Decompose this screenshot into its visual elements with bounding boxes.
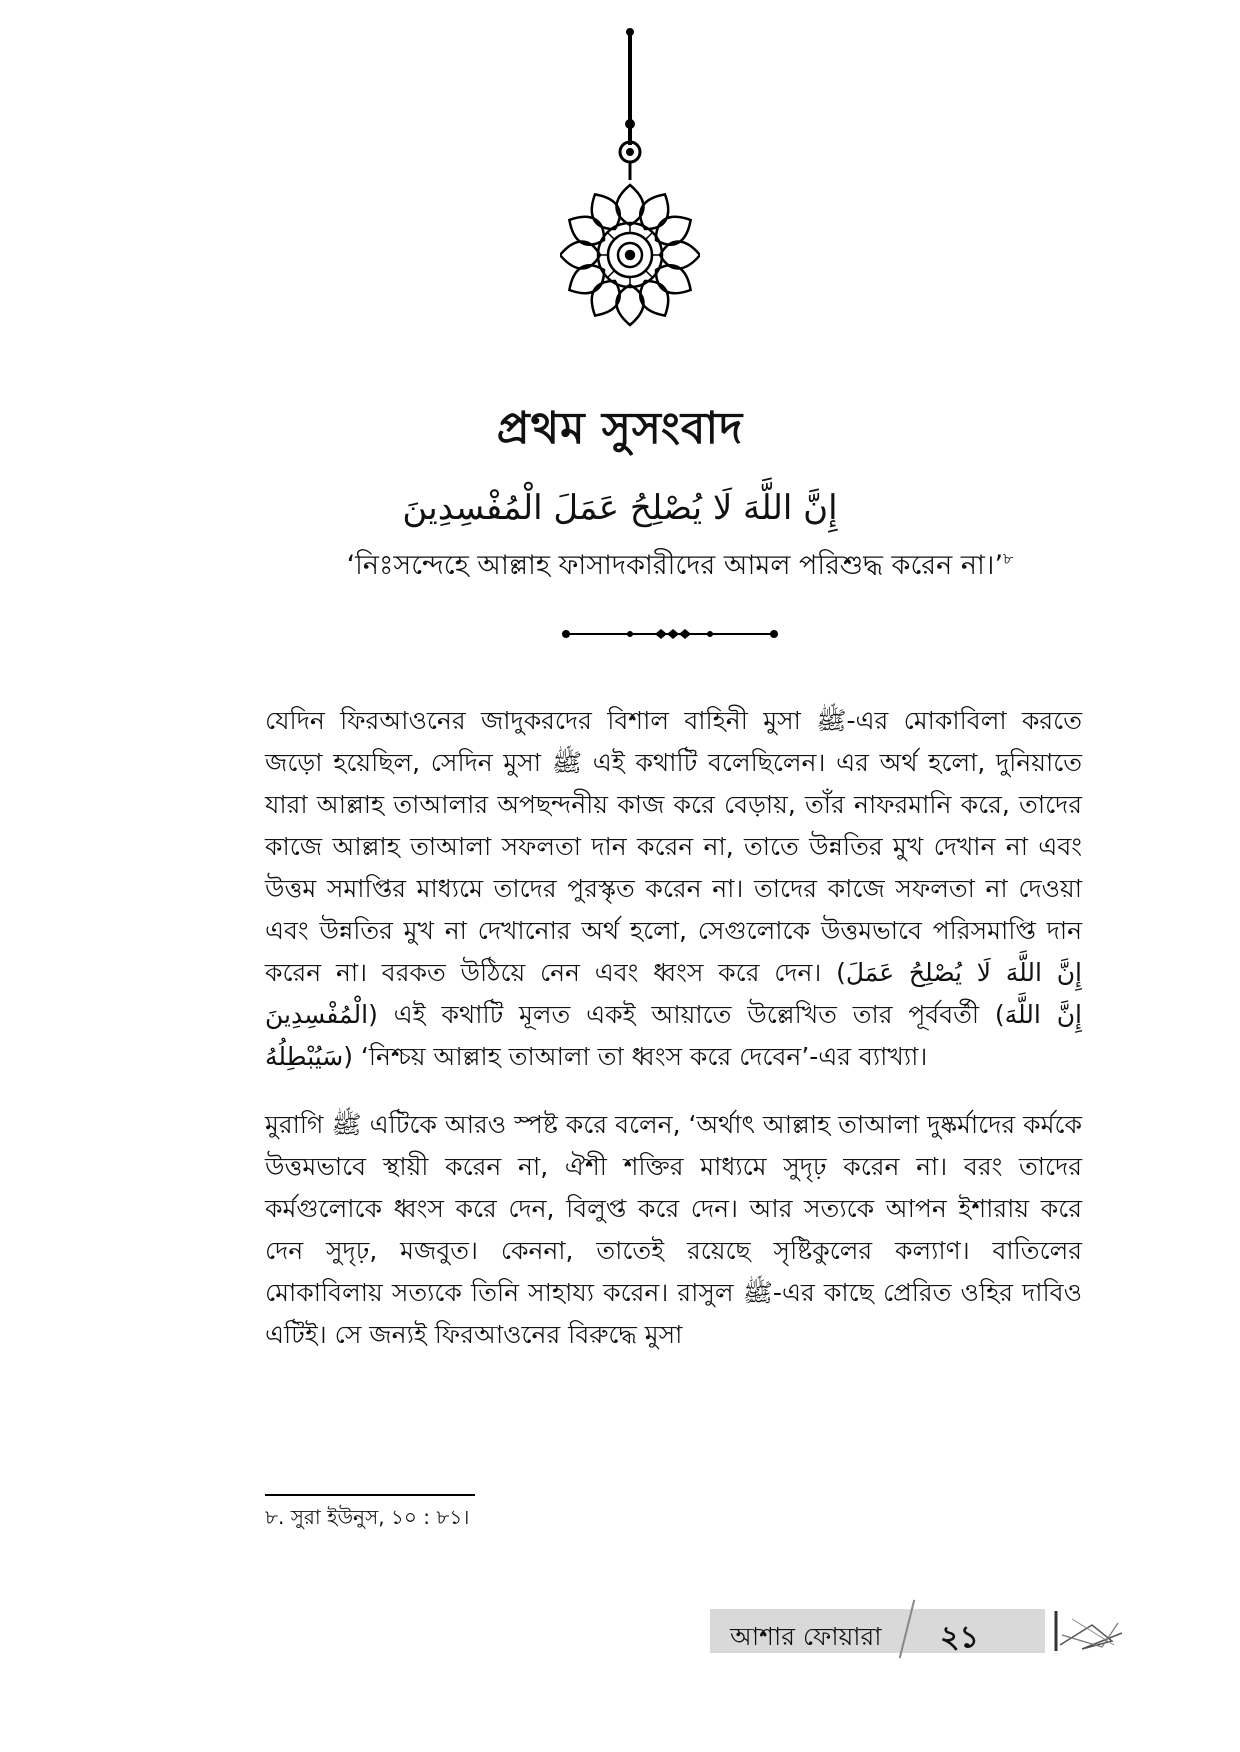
arabic-inline-quote: إِنَّ اللَّهَ سَيُبْطِلُهُ xyxy=(265,1000,1083,1071)
arabic-verse: إِنَّ اللَّهَ لَا يُصْلِحُ عَمَلَ الْمُفْسِدِينَ xyxy=(402,488,838,528)
paragraph-1-text: যেদিন ফিরআওনের জাদুকরদের বিশাল বাহিনী মুসা xyxy=(265,706,817,735)
footer-bar xyxy=(710,1609,1045,1653)
chapter-title: প্রথম সুসংবাদ xyxy=(496,403,744,454)
paragraph-1-text: ) এই কথাটি মূলত একই আয়াতে উল্লেখিত তার পূর্ববর্তী ( xyxy=(368,1000,1005,1029)
honorific-symbol: ﷺ xyxy=(551,748,583,777)
paragraph-1-text: ) ‘নিশ্চয় আল্লাহ তাআলা তা ধ্বংস করে দেবেন’-এর ব্যাখ্যা। xyxy=(343,1042,928,1071)
paragraph-1 xyxy=(265,700,1082,1078)
footnote-rule xyxy=(265,1494,475,1496)
arabic-inline-quote: إِنَّ اللَّهَ لَا يُصْلِحُ عَمَلَ الْمُفْسِدِينَ xyxy=(265,958,1082,1029)
honorific-symbol: ﷺ xyxy=(816,706,847,735)
honorific-symbol: ﷺ xyxy=(742,1278,773,1307)
paragraph-1-text: এই কথাটি বলেছিলেন। এর অর্থ হলো, দুনিয়াতে যারা আল্লাহ তাআলার অপছন্দনীয় কাজ করে বেড়ায়, তাঁর নাফরমানি করে, তাদের কাজে আল্লাহ তাআলা সফলতা দান করেন না, তাতে উন্নতির মুখ দেখান না এবং উত্তম সমাপ্তির মাধ্যমে তাদের পুরস্কৃত করেন না। তাদের কাজে সফলতা না দেওয়া এবং উন্নতির মুখ না দেখানোর অর্থ হলো, সেগুলোকে উত্তমভাবে পরিসমাপ্তি দান করেন না। বরকত উঠিয়ে নেন এবং ধ্বংস করে দেন। ( xyxy=(265,748,1083,987)
translation-text: ‘নিঃসন্দেহে আল্লাহ ফাসাদকারীদের আমল পরিশুদ্ধ করেন না।’ xyxy=(346,550,1004,581)
footnote-marker[interactable]: ৮ xyxy=(1003,549,1014,568)
book-title: আশার ফোয়ারা xyxy=(730,1622,882,1651)
honorific-symbol: ﷺ xyxy=(331,1110,362,1139)
mandala-ornament-icon xyxy=(560,20,700,340)
footnote: ৮. সুরা ইউনুস, ১০ : ৮১। xyxy=(265,1505,470,1529)
paragraph-2 xyxy=(265,1104,1082,1356)
paragraph-2-text: এটিকে আরও স্পষ্ট করে বলেন, ‘অর্থাৎ আল্লাহ তাআলা দুষ্কর্মাদের কর্মকে উত্তমভাবে স্থায়ী করেন না, ঐশী শক্তির মাধ্যমে সুদৃঢ় করেন না। বরং তাদের কর্মগুলোকে ধ্বংস করে দেন, বিলুপ্ত করে দেন। আর সত্যকে আপন ইশারায় করে দেন সুদৃঢ়, মজবুত। কেননা, তাতেই রয়েছে সৃষ্টিকুলের কল্যাণ। বাতিলের মোকাবিলায় সত্যকে তিনি সাহায্য করেন। রাসুল xyxy=(265,1110,1082,1307)
paragraph-2-text: মুরাগি xyxy=(265,1110,332,1139)
footer-scribble-icon xyxy=(1052,1605,1132,1657)
verse-translation xyxy=(300,545,1060,590)
body-text xyxy=(265,700,1082,1382)
paragraph-1-text: -এর মোকাবিলা করতে জড়ো হয়েছিল, সেদিন মুসা xyxy=(265,706,1082,777)
paragraph-2-text: -এর কাছে প্রেরিত ওহির দাবিও এটিই। সে জন্যই ফিরআওনের বিরুদ্ধে মুসা xyxy=(265,1278,1082,1349)
section-divider-icon xyxy=(560,622,780,646)
page-number: ২১ xyxy=(940,1620,979,1655)
page-footer xyxy=(710,1605,1130,1657)
